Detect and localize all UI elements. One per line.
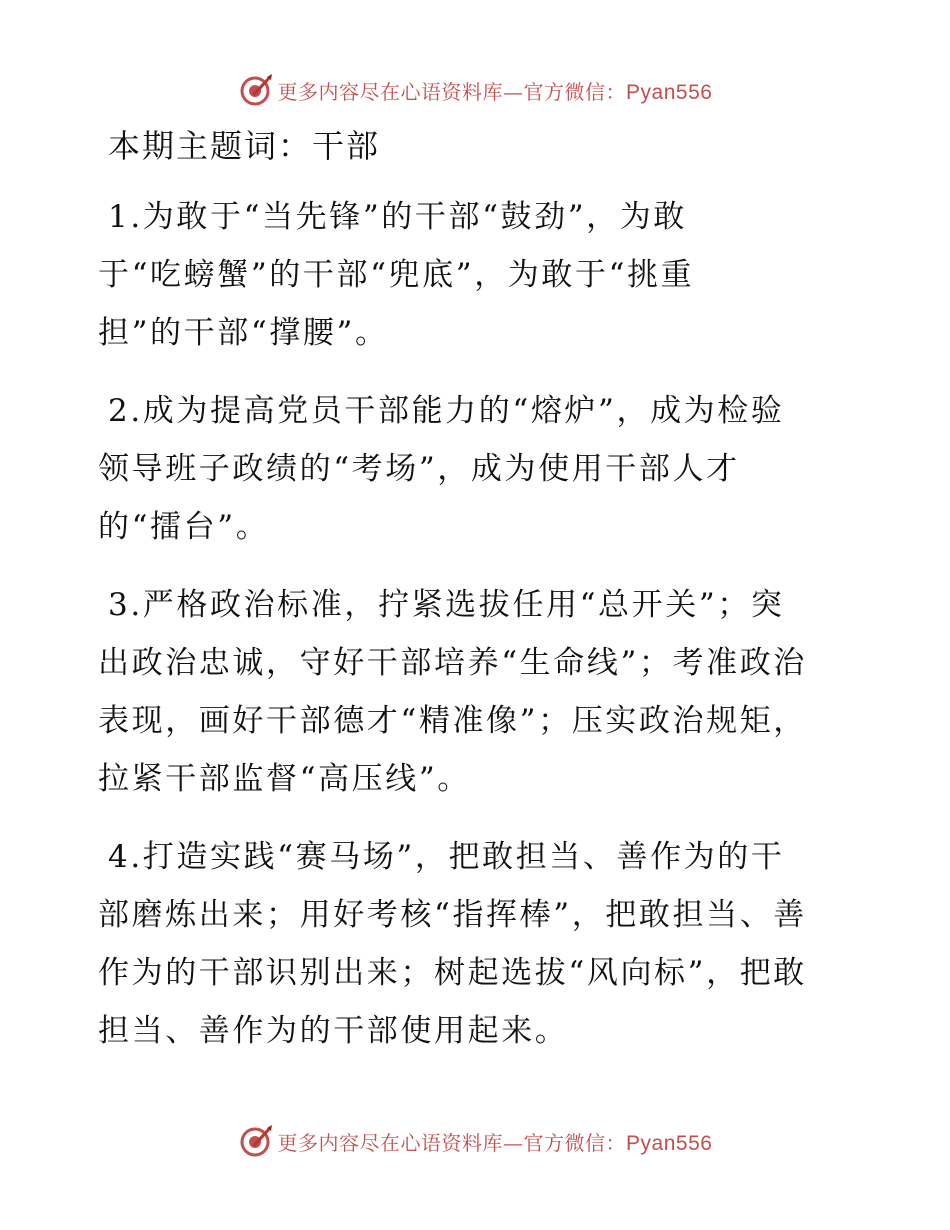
paragraph-4 xyxy=(98,828,858,1060)
paragraph-line: 作为的干部识别出来；树起选拔“风向标”，把敢 xyxy=(98,955,807,991)
topic-heading: 本期主题词：干部 xyxy=(108,127,381,165)
quill-logo-icon xyxy=(238,1123,274,1159)
watermark-text-cn: 更多内容尽在心语资料库—官方微信： xyxy=(277,1130,627,1155)
paragraph-line: 担”的干部“撑腰”。 xyxy=(98,315,389,351)
paragraph-line: 2.成为提高党员干部能力的“熔炉”，成为检验 xyxy=(108,393,785,429)
footer-watermark xyxy=(0,1121,950,1161)
paragraph-line: 于“吃螃蟹”的干部“兜底”，为敢于“挑重 xyxy=(98,257,695,293)
document-body xyxy=(98,124,858,1080)
paragraph-line: 出政治忠诚，守好干部培养“生命线”；考准政治 xyxy=(98,645,807,681)
paragraph-line: 领导班子政绩的“考场”，成为使用干部人才 xyxy=(98,451,740,487)
header-watermark xyxy=(0,70,950,110)
paragraph-line: 4.打造实践“赛马场”，把敢担当、善作为的干 xyxy=(108,839,785,875)
paragraph-3 xyxy=(98,576,858,808)
quill-logo-icon xyxy=(238,72,274,108)
paragraph-2 xyxy=(98,382,858,556)
paragraph-line: 部磨炼出来；用好考核“指挥棒”，把敢担当、善 xyxy=(98,897,807,933)
paragraph-line: 的“擂台”。 xyxy=(98,509,270,545)
paragraph-line: 拉紧干部监督“高压线”。 xyxy=(98,761,471,797)
paragraph-line: 担当、善作为的干部使用起来。 xyxy=(98,1013,569,1049)
watermark-wechat-id: Pyan556 xyxy=(626,1131,713,1155)
paragraph-line: 1.为敢于“当先锋”的干部“鼓劲”，为敢 xyxy=(108,199,687,235)
watermark-text xyxy=(278,1127,713,1156)
watermark-text xyxy=(278,76,713,105)
paragraph-line: 表现，画好干部德才“精准像”；压实政治规矩， xyxy=(98,703,807,739)
watermark-text-cn: 更多内容尽在心语资料库—官方微信： xyxy=(277,79,627,104)
paragraph-1 xyxy=(98,188,858,362)
paragraph-line: 3.严格政治标准，拧紧选拔任用“总开关”；突 xyxy=(108,587,785,623)
watermark-wechat-id: Pyan556 xyxy=(626,80,713,104)
